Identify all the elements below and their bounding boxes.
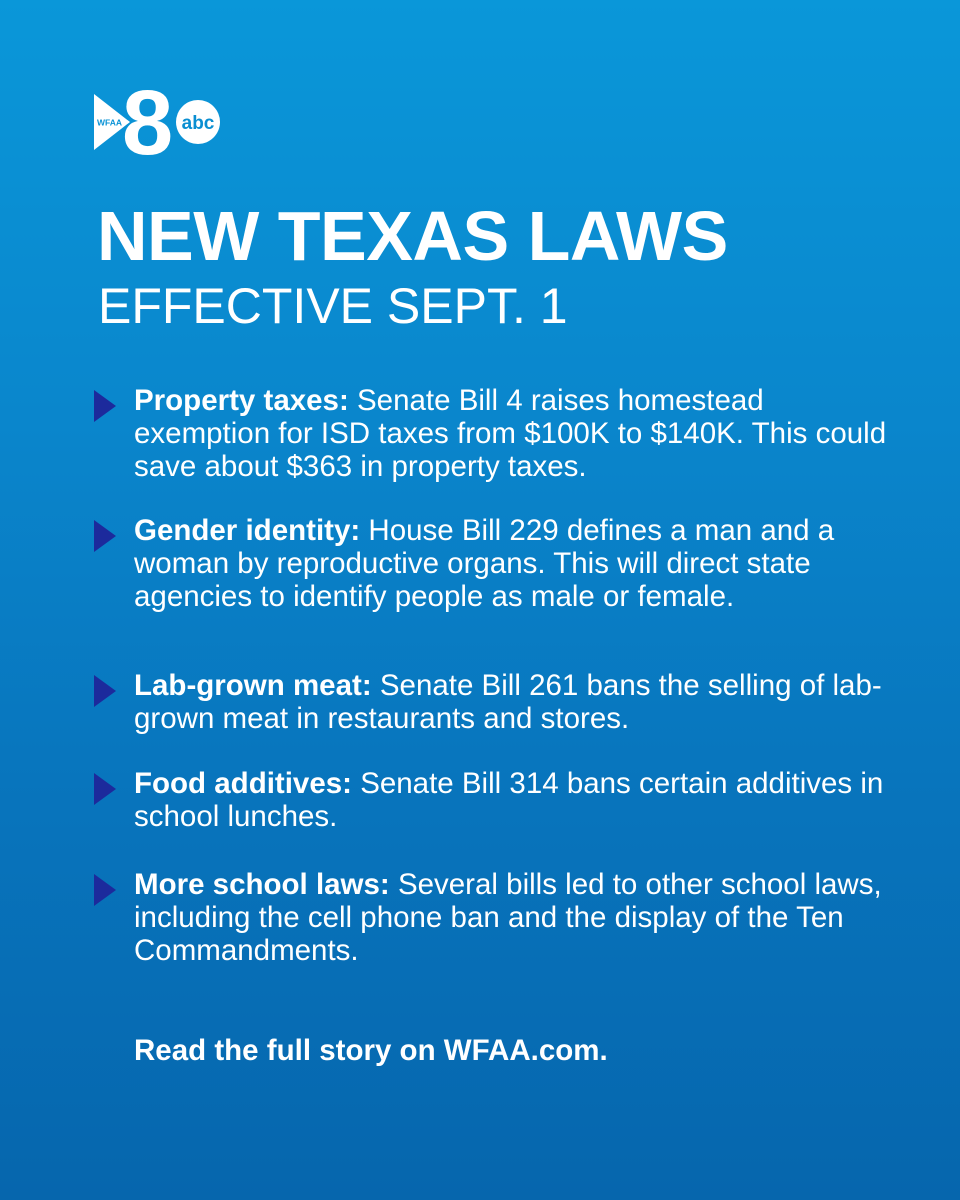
list-item-text [134,384,894,483]
list-item-body: Senate Bill 314 bans certain additives in school lunches. [134,767,884,833]
list-item-body: House Bill 229 defines a man and a woman by reproductive organs. This will direct state agencies to identify people as male or female. [134,514,835,613]
list-item [94,514,894,613]
page-title: NEW TEXAS LAWS [97,197,728,275]
logo-wfaa-text: WFAA [97,117,123,128]
list-item [94,669,894,735]
bullet-triangle-icon [94,390,116,422]
list-item-body: Several bills led to other school laws, including the cell phone ban and the display of the Ten Commandments. [134,868,882,967]
bullet-triangle-icon [94,874,116,906]
list-item-heading: Food additives: [134,767,352,800]
list-item-text [134,868,894,967]
list-item-heading: Gender identity: [134,514,361,547]
list-item-text [134,767,894,833]
list-item-text [134,669,894,735]
list-item [94,868,894,967]
logo-abc-text: abc [181,113,215,134]
list-item-heading: More school laws: [134,868,390,901]
bullet-triangle-icon [94,675,116,707]
bullet-triangle-icon [94,773,116,805]
list-item-body: Senate Bill 261 bans the selling of lab-grown meat in restaurants and stores. [134,669,882,735]
wfaa-abc-logo [94,86,224,158]
logo-eight: 8 [122,86,174,158]
bullet-triangle-icon [94,520,116,552]
list-item [94,384,894,483]
list-item-heading: Property taxes: [134,384,349,417]
list-item-text [134,514,894,613]
footer-read-more: Read the full story on WFAA.com. [134,1034,608,1067]
page-subtitle: EFFECTIVE SEPT. 1 [98,278,568,334]
list-item-body: Senate Bill 4 raises homestead exemption for ISD taxes from $100K to $140K. This could save about $363 in property taxes. [134,384,887,483]
list-item [94,767,894,833]
list-item-heading: Lab-grown meat: [134,669,372,702]
